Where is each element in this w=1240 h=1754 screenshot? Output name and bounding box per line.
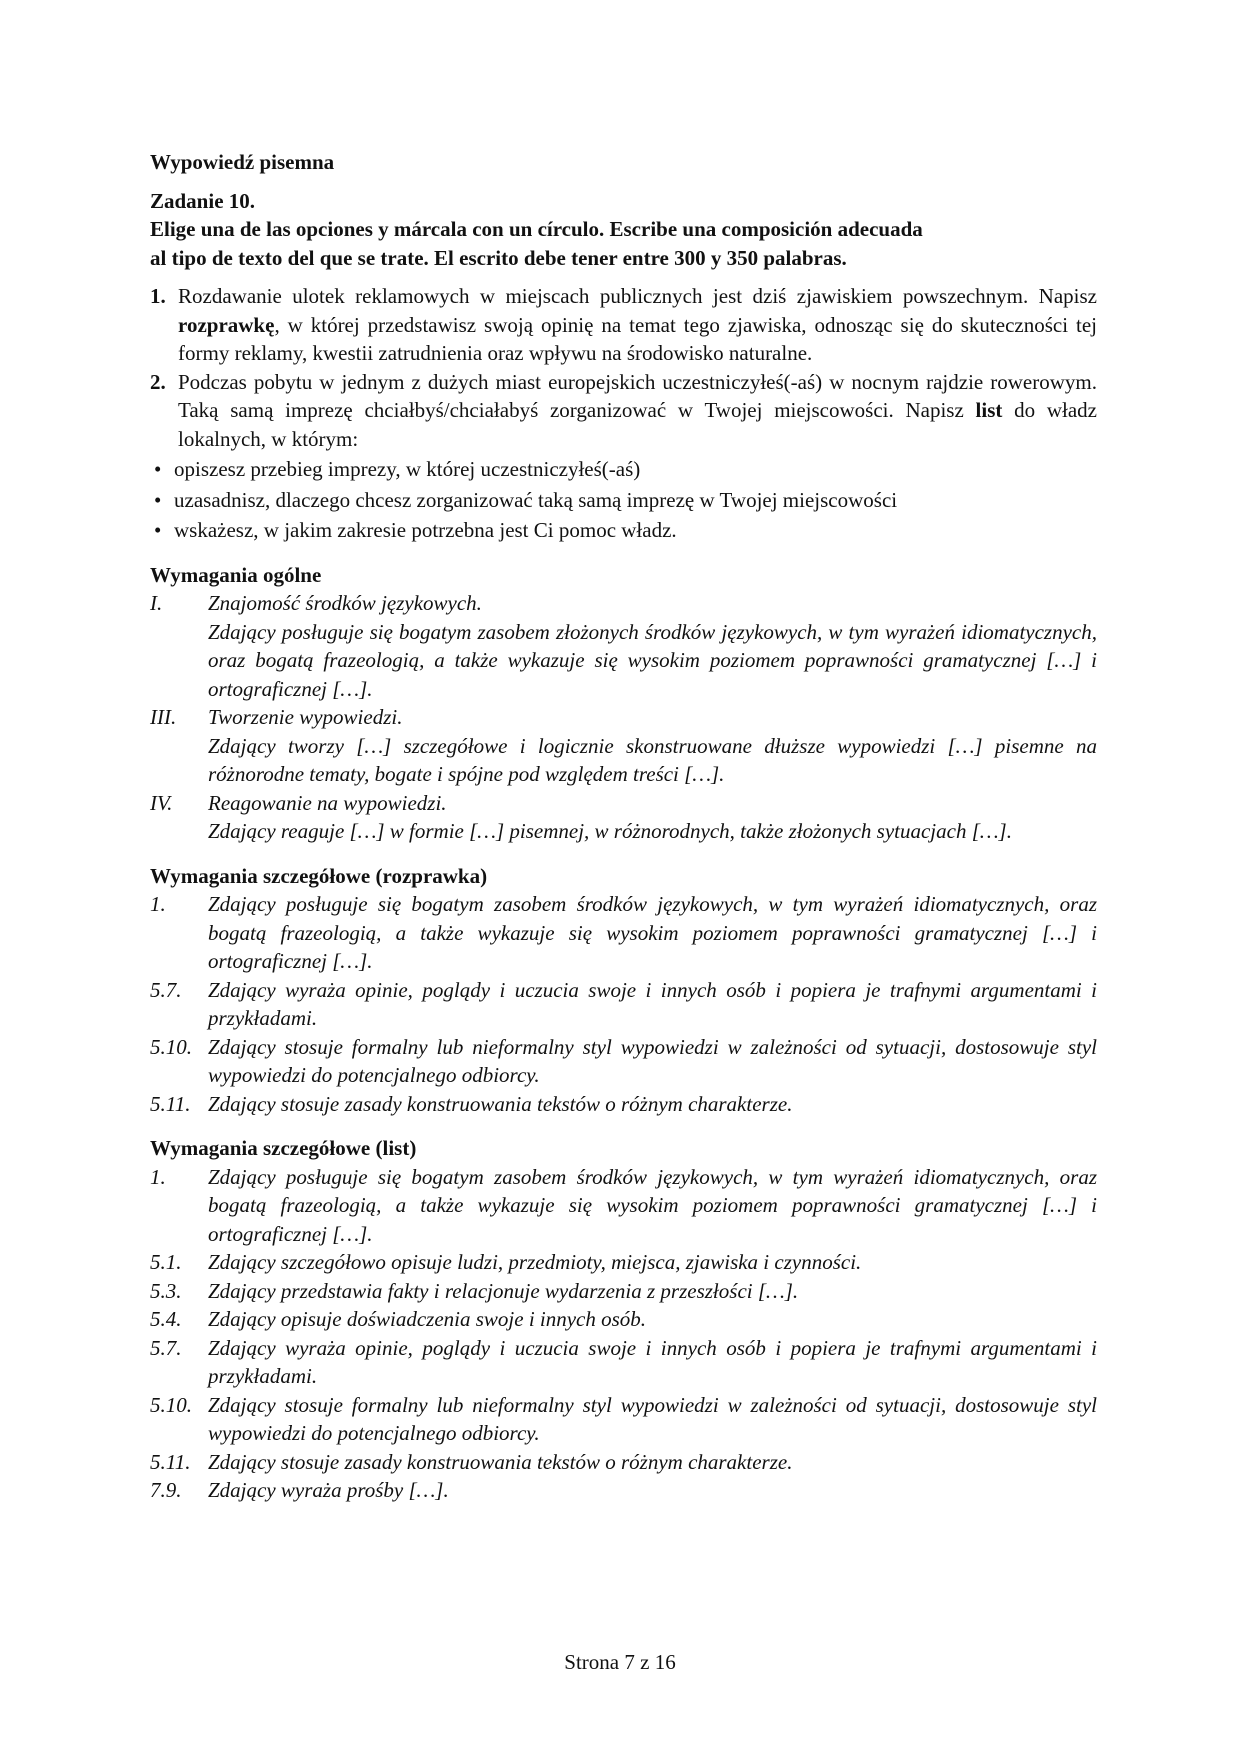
bullet-text: uzasadnisz, dlaczego chcesz zorganizować taką samą imprezę w Twojej miejscowości (174, 487, 898, 512)
letter-req-item (150, 1391, 1097, 1448)
req-title: Znajomość środków językowych. (208, 591, 482, 615)
req-text: Zdający wyraża prośby […]. (208, 1478, 449, 1502)
task-instructions (150, 215, 1097, 272)
bullet-text: wskażesz, w jakim zakresie potrzebna jest Ci pomoc władz. (174, 518, 677, 542)
letter-req-item (150, 1163, 1097, 1249)
option-1[interactable] (150, 282, 1097, 368)
req-text: Zdający wyraża opinie, poglądy i uczucia swoje i innych osób i popiera je trafnymi argumentami i przykładami. (208, 1335, 1097, 1388)
req-text (208, 789, 1097, 846)
option-text-part: Podczas pobytu w jednym z dużych miast europejskich uczestniczyłeś(-aś) w nocnym rajdzie rowerowym. Taką samą imprezę chciałbyś/chciałabyś zorganizować w Twojej miejscowości. Napisz (178, 369, 1097, 422)
list-item (150, 516, 1097, 545)
option-text (178, 368, 1097, 454)
list-item (150, 486, 1097, 515)
option-text-part: Rozdawanie ulotek reklamowych w miejscach publicznych jest dziś zjawiskiem powszechnym. Napisz (178, 284, 1097, 308)
req-text: Zdający przedstawia fakty i relacjonuje wydarzenia z przeszłości […]. (208, 1278, 799, 1303)
req-number: 5.11. (150, 1091, 191, 1116)
option-2[interactable] (150, 368, 1097, 454)
req-text: Zdający szczegółowo opisuje ludzi, przedmioty, miejsca, zjawiska i czynności. (208, 1250, 862, 1274)
option-keyword: list (975, 398, 1003, 422)
req-number: 5.11. (150, 1449, 191, 1474)
bullet-icon: • (154, 518, 162, 542)
req-number: 5.3. (150, 1278, 182, 1303)
task-instructions-line: al tipo de texto del que se trate. El escrito debe tener entre 300 y 350 palabras. (150, 245, 847, 270)
essay-req-item (150, 976, 1097, 1033)
document-page (150, 148, 1097, 1505)
req-desc: Zdający posługuje się bogatym zasobem złożonych środków językowych, w tym wyrażeń idiomatycznych, oraz bogatą frazeologią, a także wykazuje się wysokim poziomem poprawności gramatycznej […] i ortograficznej […]. (208, 619, 1097, 701)
task-number: Zadanie 10. (150, 188, 256, 213)
req-number: IV. (150, 790, 173, 815)
req-text: Zdający opisuje doświadczenia swoje i innych osób. (208, 1307, 647, 1331)
letter-req-item (150, 1476, 1097, 1505)
req-number: 5.4. (150, 1307, 182, 1331)
req-number: 7.9. (150, 1478, 182, 1502)
req-text (208, 589, 1097, 703)
req-text: Zdający wyraża opinie, poglądy i uczucia swoje i innych osób i popiera je trafnymi argumentami i przykładami. (208, 977, 1097, 1030)
option-text (178, 282, 1097, 368)
req-text: Zdający posługuje się bogatym zasobem środków językowych, w tym wyrażeń idiomatycznych, oraz bogatą frazeologią, a także wykazuje się wysokim poziomem poprawności gramatycznej […] i ortograficznej […]. (208, 892, 1097, 973)
essay-requirements-heading: Wymagania szczegółowe (rozprawka) (150, 863, 488, 888)
essay-req-item (150, 1090, 1097, 1119)
essay-req-item (150, 890, 1097, 976)
letter-req-item (150, 1248, 1097, 1277)
req-title: Reagowanie na wypowiedzi. (208, 790, 447, 815)
req-text: Zdający stosuje formalny lub nieformalny styl wypowiedzi w zależności od sytuacji, dostosowuje styl wypowiedzi do potencjalnego odbiorcy. (208, 1392, 1097, 1445)
req-text: Zdający posługuje się bogatym zasobem środków językowych, w tym wyrażeń idiomatycznych, oraz bogatą frazeologią, a także wykazuje się wysokim poziomem poprawności gramatycznej […] i ortograficznej […]. (208, 1164, 1097, 1246)
list-item (150, 455, 1097, 484)
req-number: 1. (150, 892, 166, 916)
req-number: III. (150, 705, 177, 729)
req-number: 1. (150, 1164, 166, 1189)
req-desc: Zdający reaguje […] w formie […] pisemnej, w różnorodnych, także złożonych sytuacjach […]. (208, 819, 1012, 843)
req-text (208, 703, 1097, 789)
essay-req-item (150, 1033, 1097, 1090)
option-2-bullets (150, 455, 1097, 545)
req-text: Zdający stosuje zasady konstruowania tekstów o różnym charakterze. (208, 1091, 793, 1116)
req-number: 5.7. (150, 1335, 182, 1360)
section-title: Wypowiedź pisemna (150, 150, 335, 174)
option-number: 2. (150, 369, 166, 394)
general-req-item (150, 789, 1097, 846)
req-text: Zdający stosuje formalny lub nieformalny styl wypowiedzi w zależności od sytuacji, dostosowuje styl wypowiedzi do potencjalnego odbiorcy. (208, 1034, 1097, 1087)
letter-requirements-heading: Wymagania szczegółowe (list) (150, 1136, 417, 1160)
letter-req-item (150, 1277, 1097, 1306)
general-req-item (150, 589, 1097, 703)
general-req-item (150, 703, 1097, 789)
option-number: 1. (150, 284, 166, 308)
option-keyword: rozprawkę (178, 312, 275, 337)
bullet-icon: • (154, 457, 162, 481)
option-text-part: , w której przedstawisz swoją opinię na temat tego zjawiska, odnosząc się do skuteczności tej formy reklamy, kwestii zatrudnienia oraz wpływu na środowisko naturalne. (178, 312, 1097, 365)
letter-req-item (150, 1305, 1097, 1334)
page-number: Strona 7 z 16 (564, 1650, 676, 1674)
bullet-text: opiszesz przebieg imprezy, w której uczestniczyłeś(-aś) (174, 457, 641, 481)
letter-req-item (150, 1448, 1097, 1477)
letter-req-item (150, 1334, 1097, 1391)
req-number: 5.1. (150, 1250, 182, 1274)
bullet-icon: • (154, 487, 162, 512)
req-number: 5.7. (150, 977, 182, 1002)
req-number: I. (150, 591, 163, 615)
req-number: 5.10. (150, 1392, 192, 1417)
req-desc: Zdający tworzy […] szczegółowe i logicznie skonstruowane dłuższe wypowiedzi […] pisemne na różnorodne tematy, bogate i spójne pod względem treści […]. (208, 733, 1097, 786)
req-number: 5.10. (150, 1034, 192, 1059)
req-text: Zdający stosuje zasady konstruowania tekstów o różnym charakterze. (208, 1449, 793, 1474)
req-title: Tworzenie wypowiedzi. (208, 705, 403, 729)
general-requirements-heading: Wymagania ogólne (150, 562, 322, 587)
option-text-part: do władz lokalnych, w którym: (178, 398, 1097, 451)
task-instructions-line: Elige una de las opciones y márcala con un círculo. Escribe una composición adecuada (150, 217, 923, 241)
